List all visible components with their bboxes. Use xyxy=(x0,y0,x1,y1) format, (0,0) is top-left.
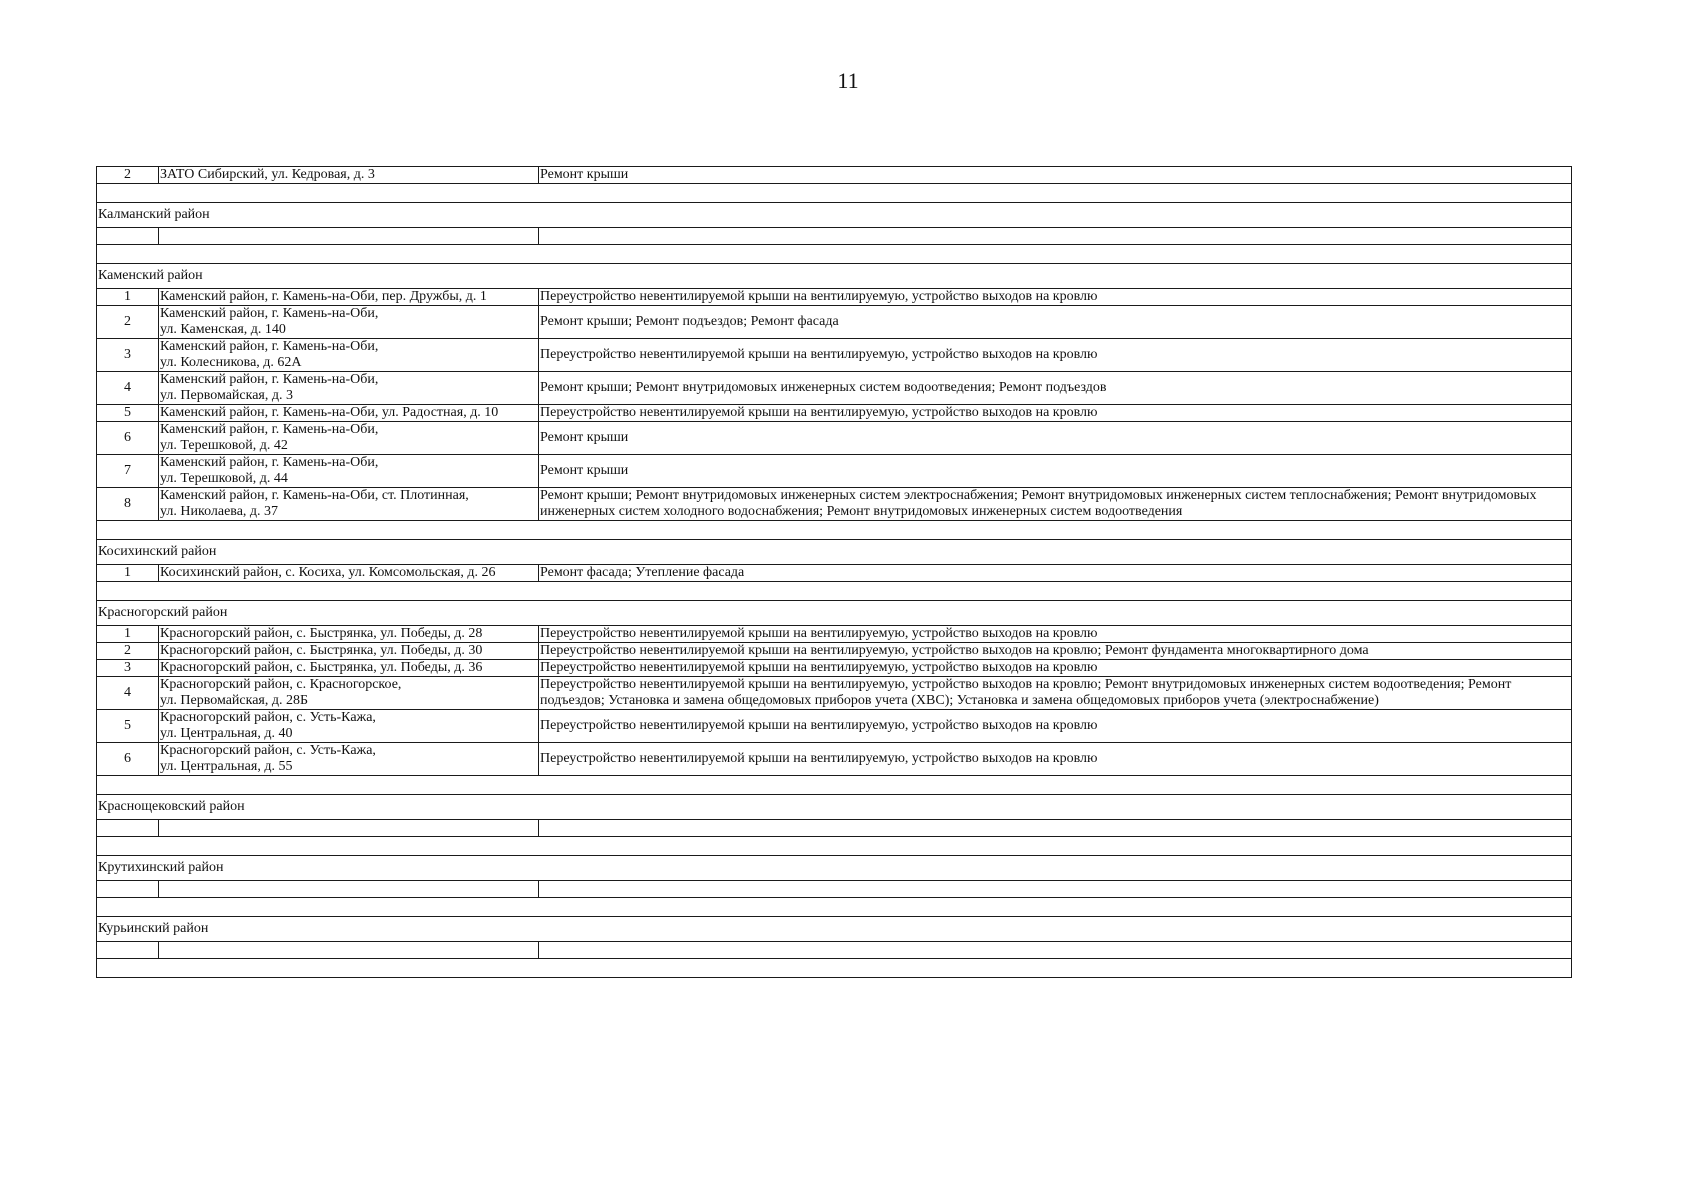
address-line: ЗАТО Сибирский, ул. Кедровая, д. 3 xyxy=(160,167,375,182)
address-line: ул. Центральная, д. 40 xyxy=(160,726,293,741)
work-description xyxy=(539,820,1572,837)
repair-schedule-table-container xyxy=(96,166,1571,978)
address-cell xyxy=(159,289,539,306)
address-cell xyxy=(159,306,539,339)
address-cell xyxy=(159,372,539,405)
work-description xyxy=(539,942,1572,959)
table-end-row xyxy=(97,959,1572,978)
table-row xyxy=(97,455,1572,488)
table-end-cell xyxy=(97,959,1572,978)
table-row xyxy=(97,565,1572,582)
row-number: 5 xyxy=(97,710,159,743)
row-number: 4 xyxy=(97,677,159,710)
work-description: Ремонт крыши; Ремонт подъездов; Ремонт фасада xyxy=(539,306,1572,339)
row-number xyxy=(97,820,159,837)
work-description: Ремонт крыши xyxy=(539,422,1572,455)
table-row xyxy=(97,488,1572,521)
empty-table-row xyxy=(97,228,1572,245)
row-number xyxy=(97,881,159,898)
district-header-row xyxy=(97,601,1572,626)
address-line: Каменский район, г. Камень-на-Оби, xyxy=(160,306,379,321)
section-spacer xyxy=(97,898,1572,917)
district-name: Красногорский район xyxy=(97,601,1572,626)
address-line: Красногорский район, с. Усть-Кажа, xyxy=(160,743,376,758)
work-description xyxy=(539,228,1572,245)
row-number: 4 xyxy=(97,372,159,405)
work-description: Ремонт крыши xyxy=(539,455,1572,488)
row-number: 7 xyxy=(97,455,159,488)
district-name: Крутихинский район xyxy=(97,856,1572,881)
section-spacer xyxy=(97,184,1572,203)
row-number: 1 xyxy=(97,289,159,306)
work-description: Переустройство невентилируемой крыши на вентилируемую, устройство выходов на кровлю; Ремонт фундамента многоквартирного дома xyxy=(539,643,1572,660)
row-number xyxy=(97,942,159,959)
district-name: Краснощековский район xyxy=(97,795,1572,820)
address-line: ул. Центральная, д. 55 xyxy=(160,759,293,774)
address-cell xyxy=(159,488,539,521)
district-name: Косихинский район xyxy=(97,540,1572,565)
district-header-row xyxy=(97,795,1572,820)
work-description: Переустройство невентилируемой крыши на вентилируемую, устройство выходов на кровлю xyxy=(539,743,1572,776)
address-cell xyxy=(159,422,539,455)
address-cell xyxy=(159,455,539,488)
section-spacer-cell xyxy=(97,184,1572,203)
section-spacer xyxy=(97,837,1572,856)
table-row xyxy=(97,405,1572,422)
address-cell xyxy=(159,228,539,245)
row-number: 1 xyxy=(97,565,159,582)
district-header-row xyxy=(97,264,1572,289)
district-name: Калманский район xyxy=(97,203,1572,228)
row-number: 3 xyxy=(97,339,159,372)
address-line: Каменский район, г. Камень-на-Оби, xyxy=(160,339,379,354)
address-line: Каменский район, г. Камень-на-Оби, xyxy=(160,372,379,387)
address-cell xyxy=(159,942,539,959)
section-spacer-cell xyxy=(97,582,1572,601)
address-cell xyxy=(159,820,539,837)
address-line: Косихинский район, с. Косиха, ул. Комсомольская, д. 26 xyxy=(160,565,496,580)
address-line: Каменский район, г. Камень-на-Оби, xyxy=(160,422,379,437)
address-cell xyxy=(159,710,539,743)
table-row xyxy=(97,743,1572,776)
district-header-row xyxy=(97,540,1572,565)
address-cell xyxy=(159,660,539,677)
table-row xyxy=(97,626,1572,643)
work-description: Ремонт крыши; Ремонт внутридомовых инженерных систем электроснабжения; Ремонт внутридомовых инженерных систем теплоснабжения; Ремонт внутридомовых инженерных систем холодного водоснабжения; Ремонт внутридомовых инженерных систем водоотведения xyxy=(539,488,1572,521)
section-spacer-cell xyxy=(97,521,1572,540)
section-spacer xyxy=(97,582,1572,601)
empty-table-row xyxy=(97,942,1572,959)
section-spacer-cell xyxy=(97,837,1572,856)
address-line: ул. Терешковой, д. 44 xyxy=(160,471,288,486)
address-line: Каменский район, г. Камень-на-Оби, ул. Радостная, д. 10 xyxy=(160,405,499,420)
row-number: 3 xyxy=(97,660,159,677)
work-description xyxy=(539,881,1572,898)
district-header-row xyxy=(97,917,1572,942)
work-description: Переустройство невентилируемой крыши на вентилируемую, устройство выходов на кровлю xyxy=(539,626,1572,643)
section-spacer-cell xyxy=(97,245,1572,264)
work-description: Переустройство невентилируемой крыши на вентилируемую, устройство выходов на кровлю xyxy=(539,405,1572,422)
section-spacer-cell xyxy=(97,776,1572,795)
address-cell xyxy=(159,743,539,776)
address-line: ул. Колесникова, д. 62А xyxy=(160,355,302,370)
section-spacer xyxy=(97,245,1572,264)
row-number xyxy=(97,228,159,245)
work-description: Переустройство невентилируемой крыши на вентилируемую, устройство выходов на кровлю xyxy=(539,339,1572,372)
address-cell xyxy=(159,339,539,372)
address-line: Красногорский район, с. Быстрянка, ул. Победы, д. 28 xyxy=(160,626,483,641)
row-number: 1 xyxy=(97,626,159,643)
page-number: 11 xyxy=(837,68,859,93)
work-description: Ремонт фасада; Утепление фасада xyxy=(539,565,1572,582)
work-description: Переустройство невентилируемой крыши на вентилируемую, устройство выходов на кровлю xyxy=(539,710,1572,743)
address-line: Красногорский район, с. Усть-Кажа, xyxy=(160,710,376,725)
address-line: ул. Первомайская, д. 3 xyxy=(160,388,293,403)
empty-table-row xyxy=(97,820,1572,837)
district-header-row xyxy=(97,203,1572,228)
address-line: ул. Николаева, д. 37 xyxy=(160,504,279,519)
table-row xyxy=(97,167,1572,184)
table-body xyxy=(97,167,1572,978)
address-cell xyxy=(159,167,539,184)
address-cell xyxy=(159,626,539,643)
address-line: ул. Каменская, д. 140 xyxy=(160,322,286,337)
district-name: Курьинский район xyxy=(97,917,1572,942)
work-description: Переустройство невентилируемой крыши на вентилируемую, устройство выходов на кровлю; Ремонт внутридомовых инженерных систем водоотведения; Ремонт подъездов; Установка и замена общедомовых приборов учета (ХВС); Установка и замена общедомовых приборов учета (электроснабжение) xyxy=(539,677,1572,710)
section-spacer-cell xyxy=(97,898,1572,917)
district-name: Каменский район xyxy=(97,264,1572,289)
address-line: Красногорский район, с. Быстрянка, ул. Победы, д. 30 xyxy=(160,643,483,658)
row-number: 6 xyxy=(97,422,159,455)
address-line: Каменский район, г. Камень-на-Оби, ст. Плотинная, xyxy=(160,488,469,503)
table-row xyxy=(97,643,1572,660)
row-number: 8 xyxy=(97,488,159,521)
address-line: Каменский район, г. Камень-на-Оби, пер. Дружбы, д. 1 xyxy=(160,289,487,304)
table-row xyxy=(97,306,1572,339)
address-cell xyxy=(159,565,539,582)
empty-table-row xyxy=(97,881,1572,898)
table-row xyxy=(97,339,1572,372)
table-row xyxy=(97,710,1572,743)
row-number: 2 xyxy=(97,643,159,660)
row-number: 2 xyxy=(97,167,159,184)
address-line: ул. Первомайская, д. 28Б xyxy=(160,693,309,708)
repair-schedule-table xyxy=(96,166,1572,978)
work-description: Ремонт крыши xyxy=(539,167,1572,184)
address-line: Красногорский район, с. Быстрянка, ул. Победы, д. 36 xyxy=(160,660,483,675)
work-description: Переустройство невентилируемой крыши на вентилируемую, устройство выходов на кровлю xyxy=(539,289,1572,306)
address-cell xyxy=(159,405,539,422)
address-cell xyxy=(159,881,539,898)
work-description: Переустройство невентилируемой крыши на вентилируемую, устройство выходов на кровлю xyxy=(539,660,1572,677)
row-number: 2 xyxy=(97,306,159,339)
section-spacer xyxy=(97,521,1572,540)
address-cell xyxy=(159,677,539,710)
table-row xyxy=(97,677,1572,710)
district-header-row xyxy=(97,856,1572,881)
row-number: 5 xyxy=(97,405,159,422)
address-cell xyxy=(159,643,539,660)
address-line: Красногорский район, с. Красногорское, xyxy=(160,677,402,692)
section-spacer xyxy=(97,776,1572,795)
table-row xyxy=(97,422,1572,455)
work-description: Ремонт крыши; Ремонт внутридомовых инженерных систем водоотведения; Ремонт подъездов xyxy=(539,372,1572,405)
row-number: 6 xyxy=(97,743,159,776)
table-row xyxy=(97,289,1572,306)
address-line: Каменский район, г. Камень-на-Оби, xyxy=(160,455,379,470)
address-line: ул. Терешковой, д. 42 xyxy=(160,438,288,453)
table-row xyxy=(97,660,1572,677)
table-row xyxy=(97,372,1572,405)
